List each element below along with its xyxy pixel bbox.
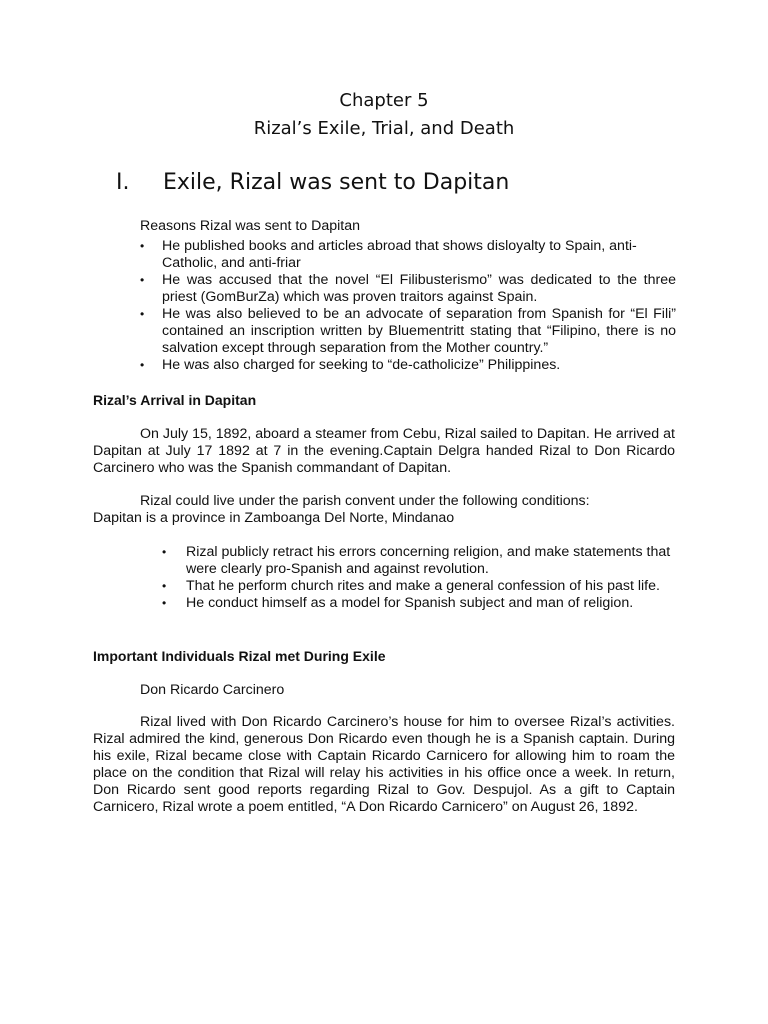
person-name: Don Ricardo Carcinero: [140, 682, 285, 698]
bullet-icon: •: [162, 596, 167, 610]
list-item-text: He conduct himself as a model for Spanish subject and man of religion.: [186, 595, 634, 611]
list-item: [140, 306, 676, 357]
province-note: Dapitan is a province in Zamboanga Del Norte, Mindanao: [93, 510, 455, 526]
section-title: Exile, Rizal was sent to Dapitan: [163, 170, 510, 195]
bullet-icon: •: [140, 307, 145, 321]
list-item-text: That he perform church rites and make a general confession of his past life.: [186, 578, 660, 594]
arrival-paragraph: On July 15, 1892, aboard a steamer from Cebu, Rizal sailed to Dapitan. He arrived at Dapitan at July 17 1892 at 7 in the evening.Captain Delgra handed Rizal to Don Ricardo Carcinero who was the Spanish commandant of Dapitan.: [93, 426, 675, 476]
list-item-text: Rizal publicly retract his errors concerning religion, and make statements that were clearly pro-Spanish and against revolution.: [186, 544, 671, 577]
conditions-intro: Rizal could live under the parish convent under the following conditions:: [140, 493, 590, 509]
list-item: [162, 544, 676, 578]
reasons-list: [140, 238, 676, 374]
list-item-text: He was accused that the novel “El Filibusterismo” was dedicated to the three priest (GomBurZa) which was proven traitors against Spain.: [162, 272, 676, 305]
conditions-list: [162, 544, 676, 612]
bullet-icon: •: [140, 273, 145, 287]
list-item: [140, 357, 676, 374]
individuals-paragraph: Rizal lived with Don Ricardo Carcinero’s house for him to oversee Rizal’s activities. Rizal admired the kind, generous Don Ricardo even though he is a Spanish captain. During his exile, Rizal became close with Captain Ricardo Carnicero for allowing him to roam the place on the condition that Rizal will relay his activities in his office once a week. In return, Don Ricardo sent good reports regarding Rizal to Gov. Despujol. As a gift to Captain Carnicero, Rizal wrote a poem entitled, “A Don Ricardo Carnicero” on August 26, 1892.: [93, 714, 675, 815]
list-item: [162, 595, 676, 612]
reasons-intro: Reasons Rizal was sent to Dapitan: [140, 218, 361, 234]
list-item: [140, 238, 676, 272]
list-item-text: He was also believed to be an advocate of separation from Spanish for “El Fili” contained an inscription written by Bluementritt stating that “Filipino, there is no salvation except through separation from the Mother country.”: [162, 306, 676, 356]
bullet-icon: •: [140, 239, 145, 253]
bullet-icon: •: [162, 545, 167, 559]
section-heading: [116, 170, 509, 195]
chapter-label: Chapter 5: [339, 90, 429, 111]
section-number: I.: [116, 170, 130, 195]
individuals-heading: Important Individuals Rizal met During Exile: [93, 648, 386, 664]
list-item-text: He was also charged for seeking to “de-catholicize” Philippines.: [162, 357, 561, 373]
list-item: [140, 272, 676, 306]
arrival-heading: Rizal’s Arrival in Dapitan: [93, 392, 257, 408]
list-item: [162, 578, 676, 595]
chapter-title: Rizal’s Exile, Trial, and Death: [253, 118, 515, 139]
bullet-icon: •: [162, 579, 167, 593]
bullet-icon: •: [140, 358, 145, 372]
list-item-text: He published books and articles abroad that shows disloyalty to Spain, anti-Catholic, and anti-friar: [162, 238, 637, 271]
